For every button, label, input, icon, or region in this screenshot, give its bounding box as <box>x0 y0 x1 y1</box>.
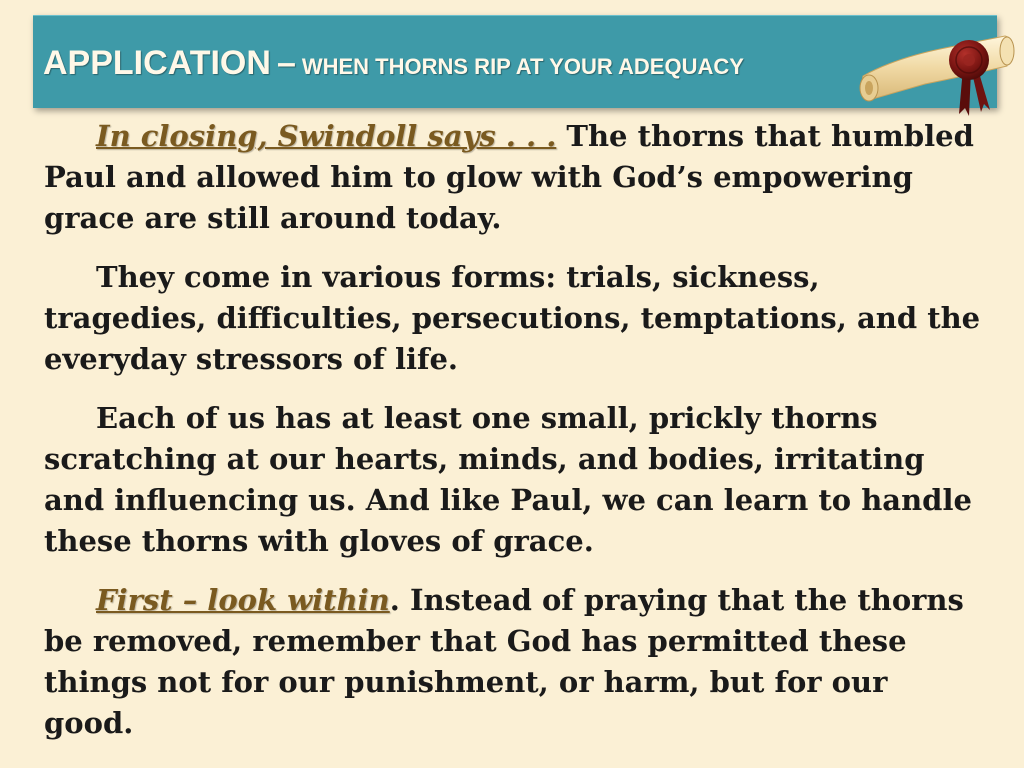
paragraph-3 <box>44 398 984 562</box>
paragraph-2-text: They come in various forms: trials, sickness, tragedies, difficulties, persecutions, temptations, and the everyday stressors of life. <box>44 260 981 376</box>
title-main: APPLICATION <box>43 44 271 82</box>
lead-first-look-within: First – look within <box>96 583 390 617</box>
page-title <box>43 44 744 83</box>
title-bar <box>33 15 997 108</box>
title-subtitle: WHEN THORNS RIP AT YOUR ADEQUACY <box>301 54 744 79</box>
slide-body <box>44 116 984 762</box>
paragraph-1-text: The thorns that humbled Paul and allowed him to glow with God’s empowering grace are still around today. <box>44 119 974 235</box>
title-dash: – <box>276 44 296 82</box>
paragraph-1 <box>44 116 984 239</box>
paragraph-3-text: Each of us has at least one small, prickly thorns scratching at our hearts, minds, and bodies, irritating and influencing us. And like Paul, we can learn to handle these thorns with gloves of grace. <box>44 401 972 558</box>
paragraph-4-text: Instead of praying that the thorns be removed, remember that God has permitted these things not for our punishment, or harm, but for our good. <box>44 583 964 740</box>
paragraph-2 <box>44 257 984 380</box>
paragraph-4 <box>44 580 984 744</box>
scroll-with-wax-seal-icon <box>855 18 1015 122</box>
lead-in-closing: In closing, Swindoll says . . . <box>96 119 557 153</box>
paragraph-4-after-lead: . <box>389 583 400 617</box>
